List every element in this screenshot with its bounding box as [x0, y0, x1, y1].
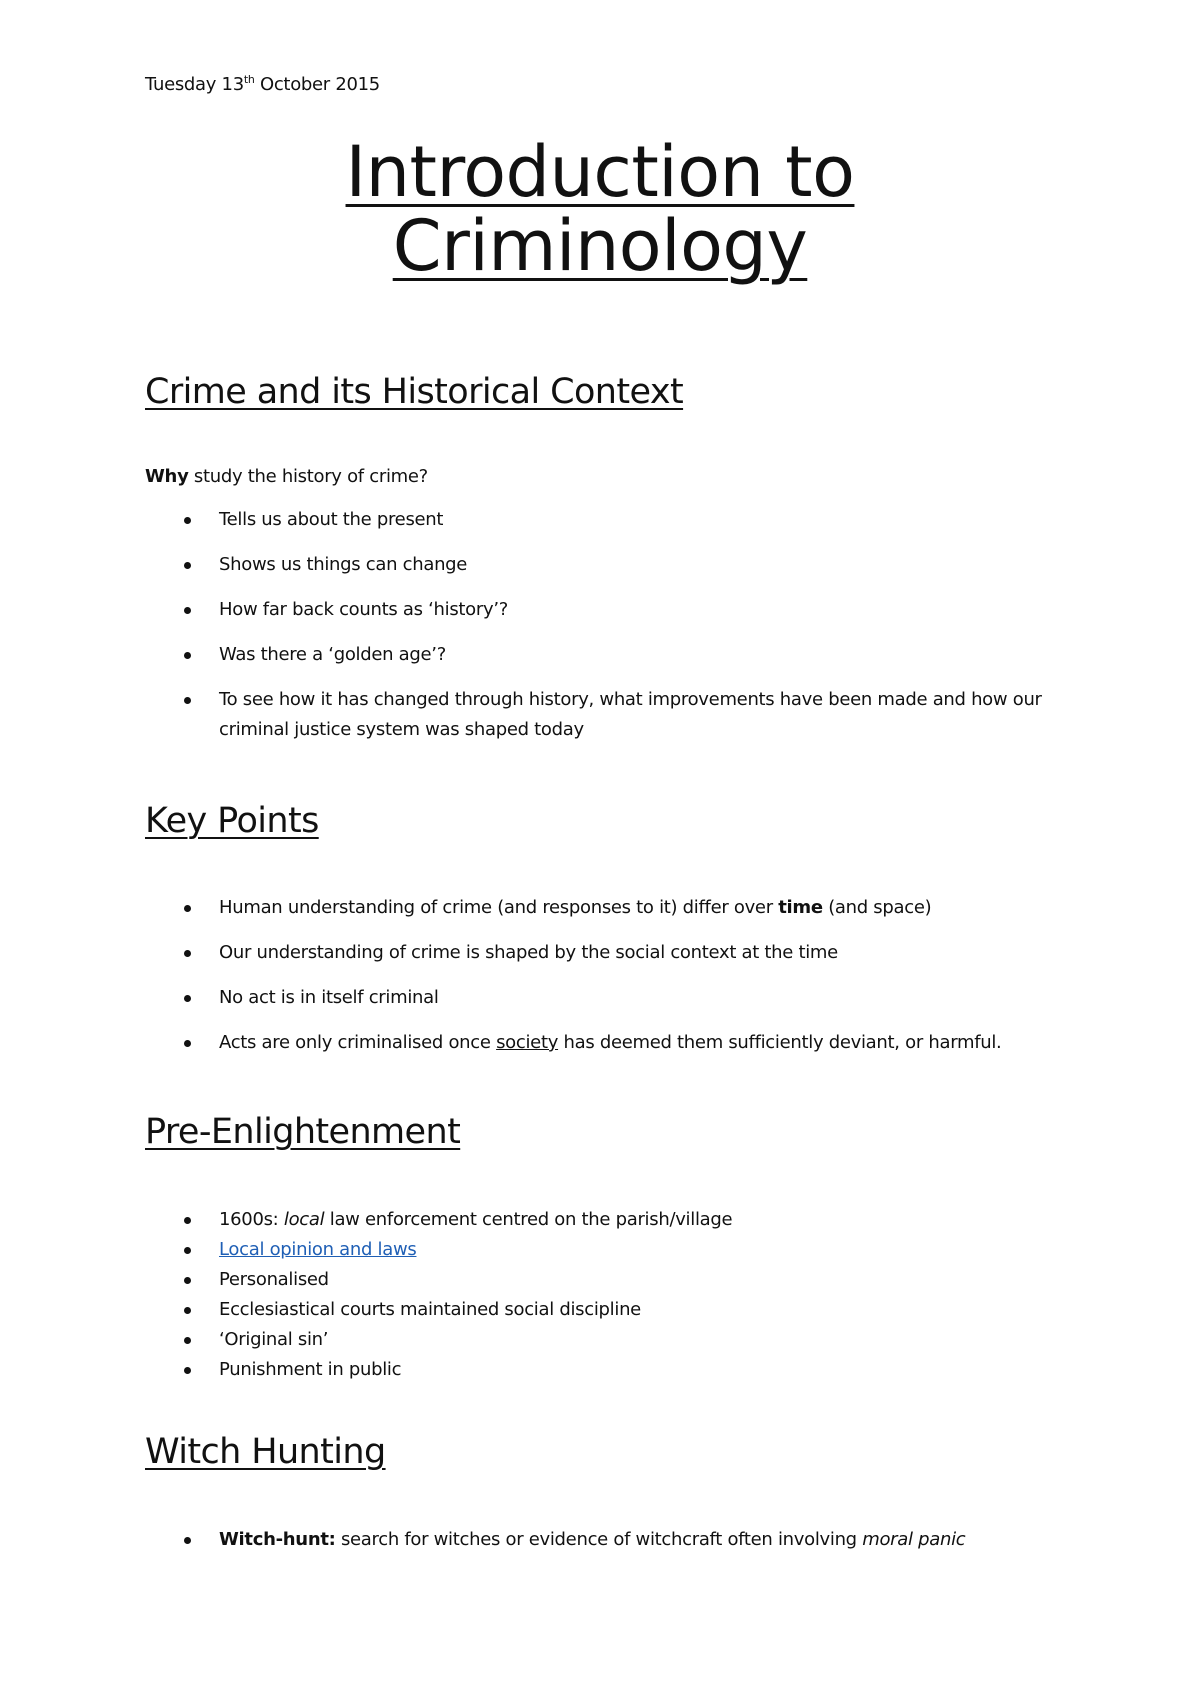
date-ordinal-suffix: th: [243, 73, 255, 86]
bullet-icon: [184, 652, 191, 659]
heading-key-points: Key Points: [145, 801, 319, 841]
list-item-text: 1600s:: [219, 1209, 284, 1230]
heading-pre-enlightenment: Pre-Enlightenment: [145, 1112, 461, 1152]
bullet-icon: [184, 562, 191, 569]
bullet-icon: [184, 1040, 191, 1047]
bullet-icon: [184, 1277, 191, 1284]
list-item: [0, 550, 1200, 580]
list-item-text: ‘Original sin’: [219, 1329, 329, 1350]
emphasis-moral-panic: moral panic: [862, 1529, 966, 1550]
bullet-icon: [184, 1537, 191, 1544]
list-item-text: To see how it has changed through history, what improvements have been made and how our criminal justice system was shaped today: [219, 689, 1042, 740]
list-item-text: Acts are only criminalised once: [219, 1032, 497, 1053]
question-rest: study the history of crime?: [188, 466, 428, 487]
list-item-text: Our understanding of crime is shaped by the social context at the time: [219, 942, 838, 963]
list-item-text: Tells us about the present: [219, 509, 444, 530]
bullet-icon: [184, 995, 191, 1002]
list-item-text: search for witches or evidence of witchcraft often involving: [335, 1529, 863, 1550]
list-item-text: How far back counts as ‘history’?: [219, 599, 508, 620]
list-item: [0, 685, 1200, 745]
heading-witch-hunting: Witch Hunting: [145, 1432, 386, 1472]
history-reasons-list: [0, 505, 1200, 760]
date-rest: October 2015: [254, 74, 380, 95]
heading-historical-context: Crime and its Historical Context: [145, 372, 684, 412]
list-item: [0, 1325, 1200, 1355]
bullet-icon: [184, 697, 191, 704]
document-title: [0, 131, 1200, 287]
bullet-icon: [184, 905, 191, 912]
list-item: [0, 595, 1200, 625]
list-item: [0, 1205, 1200, 1235]
list-item: [0, 938, 1200, 968]
local-opinion-link[interactable]: Local opinion and laws: [219, 1239, 417, 1260]
pre-enlightenment-list: [0, 1205, 1200, 1385]
list-item-text: Punishment in public: [219, 1359, 402, 1380]
list-item: [0, 1295, 1200, 1325]
list-item-text: has deemed them sufficiently deviant, or harmful.: [558, 1032, 1002, 1053]
list-item: [0, 1235, 1200, 1265]
list-item-text: No act is in itself criminal: [219, 987, 439, 1008]
question-why-study: [145, 466, 428, 487]
list-item-text: Human understanding of crime (and responses to it) differ over: [219, 897, 779, 918]
list-item-text: Was there a ‘golden age’?: [219, 644, 446, 665]
document-date: [145, 74, 380, 95]
list-item: [0, 640, 1200, 670]
witch-hunting-list: [0, 1525, 1200, 1570]
list-item: [0, 893, 1200, 923]
term-witch-hunt: Witch-hunt:: [219, 1529, 336, 1550]
bullet-icon: [184, 1247, 191, 1254]
list-item: [0, 1028, 1200, 1058]
list-item: [0, 983, 1200, 1013]
list-item-text: (and space): [822, 897, 932, 918]
bullet-icon: [184, 1217, 191, 1224]
key-points-list: [0, 893, 1200, 1073]
emphasis-local: local: [283, 1209, 325, 1230]
title-line-1: Introduction to: [345, 131, 855, 213]
bullet-icon: [184, 607, 191, 614]
question-bold-word: Why: [145, 466, 189, 487]
bullet-icon: [184, 1307, 191, 1314]
list-item: [0, 505, 1200, 535]
bullet-icon: [184, 950, 191, 957]
emphasis-time: time: [778, 897, 823, 918]
list-item: [0, 1525, 1200, 1555]
date-prefix: Tuesday 13: [145, 74, 244, 95]
list-item-text: Personalised: [219, 1269, 329, 1290]
list-item: [0, 1265, 1200, 1295]
list-item: [0, 1355, 1200, 1385]
title-line-2: Criminology: [392, 205, 808, 287]
list-item-text: law enforcement centred on the parish/village: [324, 1209, 733, 1230]
bullet-icon: [184, 1367, 191, 1374]
list-item-text: Shows us things can change: [219, 554, 468, 575]
bullet-icon: [184, 517, 191, 524]
emphasis-society: society: [496, 1032, 559, 1053]
bullet-icon: [184, 1337, 191, 1344]
list-item-text: Ecclesiastical courts maintained social discipline: [219, 1299, 641, 1320]
